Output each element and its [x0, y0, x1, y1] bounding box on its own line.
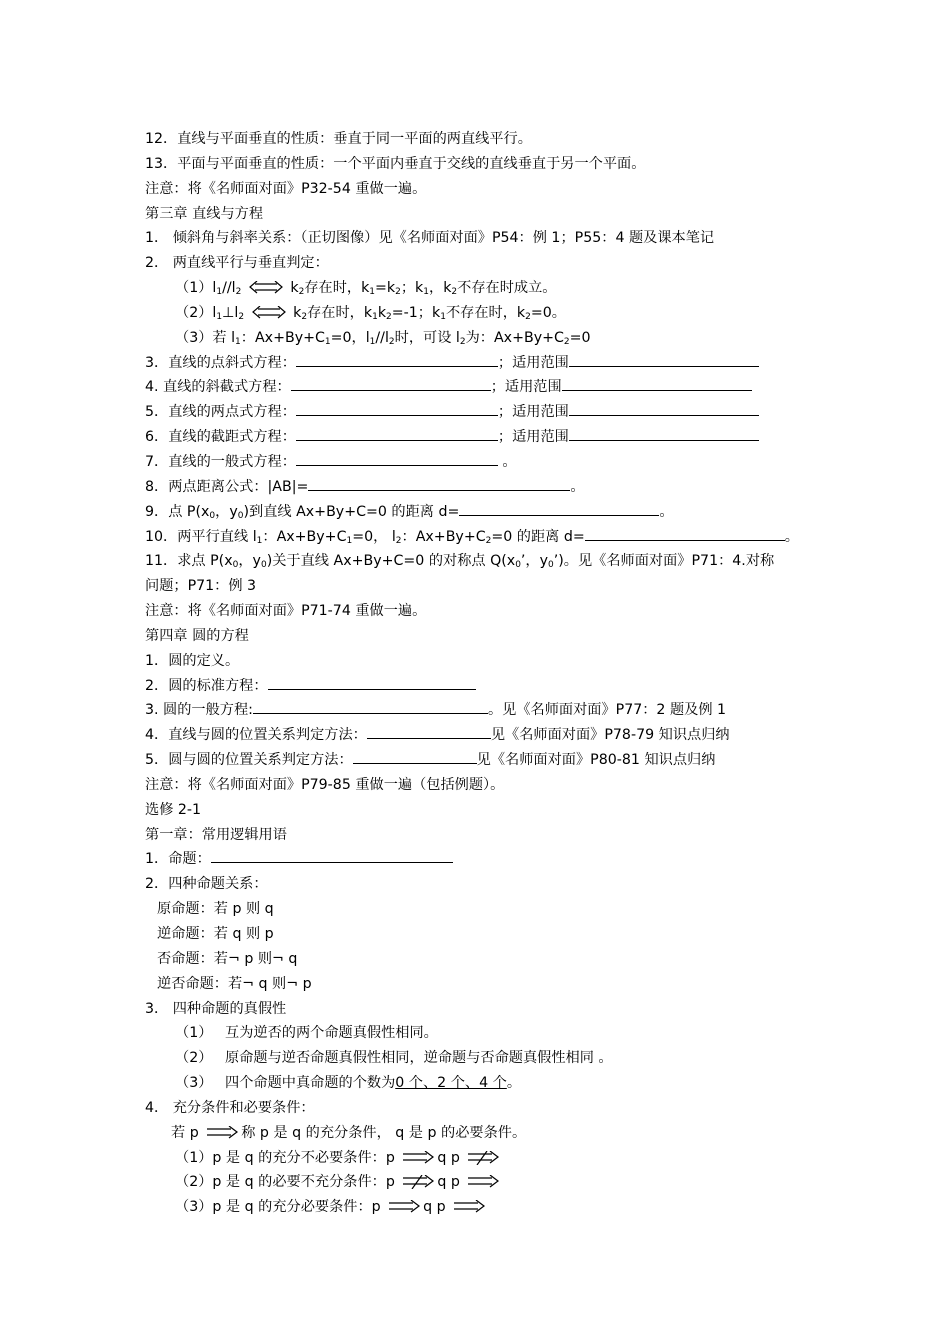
- text-line: [145, 1121, 815, 1146]
- text: 4．直线与圆的位置关系判定方法：: [145, 727, 367, 744]
- text: （1）p 是 q 的充分不必要条件：p: [175, 1149, 395, 1166]
- subscript: 2: [235, 287, 242, 298]
- item-number: （2）: [175, 1050, 213, 1067]
- text: 。: [570, 478, 585, 495]
- subscript: 2: [451, 287, 458, 298]
- chapter-heading: 第一章：常用逻辑用语: [145, 826, 287, 843]
- answer-blank: [459, 500, 659, 516]
- text: 8．两点距离公式：|AB|=: [145, 478, 309, 495]
- text-line: [145, 549, 815, 574]
- text-line: 1． 倾斜角与斜率关系：（正切图像）见《名师面对面》P54：例 1；P55：4 题及课本笔记: [145, 230, 715, 247]
- text: 11．求点 P(x: [145, 553, 233, 570]
- answer-blank: [291, 375, 491, 391]
- text: ；适用范围: [497, 354, 569, 371]
- subscript: 1: [216, 311, 223, 322]
- text-line: [145, 1146, 815, 1171]
- text-line: 4． 充分条件和必要条件：: [145, 1099, 315, 1116]
- subscript: 2: [485, 535, 492, 546]
- subscript: 1: [440, 311, 446, 322]
- text: 称 p 是 q 的充分条件， q 是 p 的必要条件。: [241, 1124, 527, 1141]
- text: ；适用范围: [497, 404, 569, 421]
- answer-blank: [569, 425, 759, 441]
- text: 10．两平行直线 l: [145, 528, 257, 545]
- text: )到直线 Ax+By+C=0 的距离 d=: [243, 503, 460, 520]
- subscript: 2: [388, 336, 395, 347]
- answer-blank: [585, 525, 785, 541]
- text: k: [293, 304, 302, 321]
- text: 1．命题：: [145, 851, 211, 868]
- answer-blank: [211, 847, 453, 863]
- text: 。: [506, 1075, 522, 1092]
- subscript: 2: [386, 311, 392, 322]
- subscript: 1: [372, 311, 378, 322]
- text: 2．圆的标准方程：: [145, 677, 268, 694]
- answer-blank: [562, 375, 752, 391]
- subscript: 2: [563, 336, 570, 347]
- text-line: 逆命题：若 q 则 p: [157, 926, 274, 942]
- answer-blank: [296, 400, 498, 416]
- subscript: 2: [298, 287, 305, 298]
- subscript: 2: [525, 311, 531, 322]
- text-line: [145, 1195, 815, 1220]
- subscript: 1: [423, 287, 429, 298]
- text: //l: [222, 280, 236, 297]
- subscript: 1: [324, 336, 331, 347]
- subscript: 0: [515, 560, 521, 571]
- text-line: [145, 1170, 815, 1195]
- text: 四个命题中真命题的个数为: [225, 1075, 396, 1092]
- implies-arrow-icon: [388, 1200, 420, 1214]
- text-line: [145, 276, 815, 301]
- text: 7．直线的一般式方程：: [145, 453, 296, 470]
- not-implies-arrow-icon: [402, 1175, 434, 1189]
- subscript: 1: [369, 336, 376, 347]
- text: =0，l: [330, 329, 370, 346]
- subscript: 0: [548, 560, 554, 571]
- text: //l: [375, 329, 389, 346]
- text-line: [145, 326, 815, 351]
- item-number: （1）: [175, 1025, 213, 1042]
- text: ’，y: [520, 553, 549, 570]
- text: k: [377, 304, 387, 321]
- subscript: 0: [260, 560, 267, 571]
- answer-blank: [569, 400, 759, 416]
- text: 见《名师面对面》P78-79 知识点归纳: [490, 727, 730, 744]
- text-line: 2．四种命题关系：: [145, 876, 268, 893]
- underlined-answer: 0 个、2 个、4 个: [395, 1075, 507, 1092]
- text-line: 13．平面与平面垂直的性质：一个平面内垂直于交线的直线垂直于另一个平面。: [145, 155, 646, 172]
- implies-arrow-icon: [402, 1151, 434, 1165]
- text: 5．直线的两点式方程：: [145, 404, 296, 421]
- text: 原命题与逆否命题真假性相同，逆命题与否命题真假性相同 。: [225, 1050, 613, 1067]
- subscript: 2: [395, 535, 402, 546]
- text: =0。: [530, 304, 566, 321]
- fill-in-line: [145, 425, 815, 450]
- answer-blank: [353, 748, 477, 764]
- list-item: [145, 1021, 815, 1046]
- subscript: 2: [238, 311, 245, 322]
- fill-in-line: [145, 450, 815, 475]
- double-arrow-icon: [249, 281, 283, 295]
- text: （1）l: [175, 280, 217, 297]
- text: ，y: [215, 503, 238, 520]
- text: =-1；k: [391, 304, 441, 321]
- subscript: 1: [235, 336, 241, 347]
- not-implies-arrow-icon: [467, 1151, 499, 1165]
- item-number: （3）: [175, 1075, 213, 1092]
- text-line: 1．圆的定义。: [145, 652, 240, 669]
- text: 见《名师面对面》P80-81 知识点归纳: [476, 752, 716, 769]
- chapter-heading: 第三章 直线与方程: [145, 205, 264, 222]
- answer-blank: [296, 450, 498, 466]
- subscript: 0: [209, 510, 216, 521]
- text: 。: [502, 453, 517, 470]
- text: （3）p 是 q 的充分必要条件：p: [175, 1199, 381, 1216]
- text: 3. 圆的一般方程:: [145, 702, 253, 719]
- text: )关于直线 Ax+By+C=0 的对称点 Q(x: [266, 553, 516, 570]
- text: q p: [437, 1174, 460, 1191]
- answer-blank: [253, 698, 488, 714]
- text: ⊥l: [222, 304, 239, 321]
- text: （3）若 l: [175, 329, 236, 346]
- list-item: [145, 1046, 815, 1071]
- text: ：Ax+By+C: [401, 528, 486, 545]
- text: 若 p: [171, 1124, 199, 1141]
- subscript: 1: [256, 535, 263, 546]
- text: k: [290, 280, 299, 297]
- text: ；适用范围: [490, 379, 562, 396]
- subscript: 1: [216, 287, 223, 298]
- text: =0， l: [352, 528, 396, 545]
- text-line: [145, 301, 815, 326]
- subscript: 0: [237, 510, 244, 521]
- text-line: 原命题：若 p 则 q: [157, 901, 274, 918]
- answer-blank: [296, 425, 498, 441]
- answer-blank: [296, 351, 498, 367]
- note-line: 注意：将《名师面对面》P79-85 重做一遍（包括例题）。: [145, 776, 505, 793]
- chapter-heading: 第四章 圆的方程: [145, 627, 249, 644]
- text: =0: [569, 329, 591, 346]
- answer-blank: [308, 475, 570, 491]
- text: 存在时，k: [307, 304, 373, 321]
- text: ；k: [400, 280, 424, 297]
- note-line: 注意：将《名师面对面》P32-54 重做一遍。: [145, 180, 427, 197]
- text: 4. 直线的斜截式方程：: [145, 379, 291, 396]
- fill-in-line: [145, 351, 815, 376]
- fill-in-line: [145, 400, 815, 425]
- text: 存在时，k: [304, 280, 370, 297]
- text: ，y: [238, 553, 261, 570]
- implies-arrow-icon: [453, 1200, 485, 1214]
- fill-in-line: [145, 674, 815, 699]
- document-content: [145, 127, 815, 1220]
- answer-blank: [367, 723, 491, 739]
- double-arrow-icon: [252, 306, 286, 320]
- implies-arrow-icon: [467, 1175, 499, 1189]
- text: ：Ax+By+C: [240, 329, 325, 346]
- text: 互为逆否的两个命题真假性相同。: [225, 1025, 438, 1042]
- text: 6．直线的截距式方程：: [145, 429, 296, 446]
- text: （2）l: [175, 304, 217, 321]
- text: ：Ax+By+C: [262, 528, 347, 545]
- text: 不存在时，k: [445, 304, 526, 321]
- fill-in-line: [145, 723, 815, 748]
- text-line: 否命题：若¬ p 则¬ q: [157, 950, 298, 967]
- text: q p: [423, 1199, 446, 1216]
- text: 5．圆与圆的位置关系判定方法：: [145, 752, 353, 769]
- list-item: [145, 1071, 815, 1096]
- text: ，k: [429, 280, 452, 297]
- fill-in-line: [145, 698, 815, 723]
- text: 3．直线的点斜式方程：: [145, 354, 296, 371]
- fill-in-line: [145, 375, 815, 400]
- text: ；适用范围: [497, 429, 569, 446]
- text-line: 3． 四种命题的真假性: [145, 1000, 287, 1017]
- text-line: 逆否命题：若¬ q 则¬ p: [157, 975, 312, 992]
- text: =k: [375, 280, 396, 297]
- text: 。见《名师面对面》P77：2 题及例 1: [487, 702, 727, 719]
- answer-blank: [268, 674, 476, 690]
- fill-in-line: [145, 475, 815, 500]
- text-line: 2． 两直线平行与垂直判定：: [145, 255, 329, 272]
- implies-arrow-icon: [206, 1126, 238, 1140]
- note-line: 注意：将《名师面对面》P71-74 重做一遍。: [145, 603, 427, 620]
- text: q p: [437, 1149, 460, 1166]
- text: （2）p 是 q 的必要不充分条件：p: [175, 1174, 395, 1191]
- subscript: 2: [459, 336, 466, 347]
- text: 时，可设 l: [394, 329, 460, 346]
- text: 为：Ax+By+C: [465, 329, 564, 346]
- fill-in-line: [145, 500, 815, 525]
- fill-in-line: [145, 748, 815, 773]
- text-line: 12．直线与平面垂直的性质：垂直于同一平面的两直线平行。: [145, 131, 532, 147]
- subscript: 2: [301, 311, 308, 322]
- text: ’)。见《名师面对面》P71：4.对称: [553, 553, 775, 570]
- subscript: 0: [232, 560, 239, 571]
- subscript: 2: [395, 287, 401, 298]
- section-heading: 选修 2-1: [145, 801, 202, 818]
- text: 。: [659, 503, 674, 520]
- text: 。: [784, 528, 799, 545]
- text: 9．点 P(x: [145, 503, 210, 520]
- subscript: 1: [369, 287, 376, 298]
- answer-blank: [569, 351, 759, 367]
- text: =0 的距离 d=: [491, 528, 585, 545]
- text-line: 问题；P71：例 3: [145, 578, 257, 595]
- text: 不存在时成立。: [457, 280, 557, 297]
- fill-in-line: [145, 847, 815, 872]
- fill-in-line: [145, 525, 815, 550]
- subscript: 1: [346, 535, 353, 546]
